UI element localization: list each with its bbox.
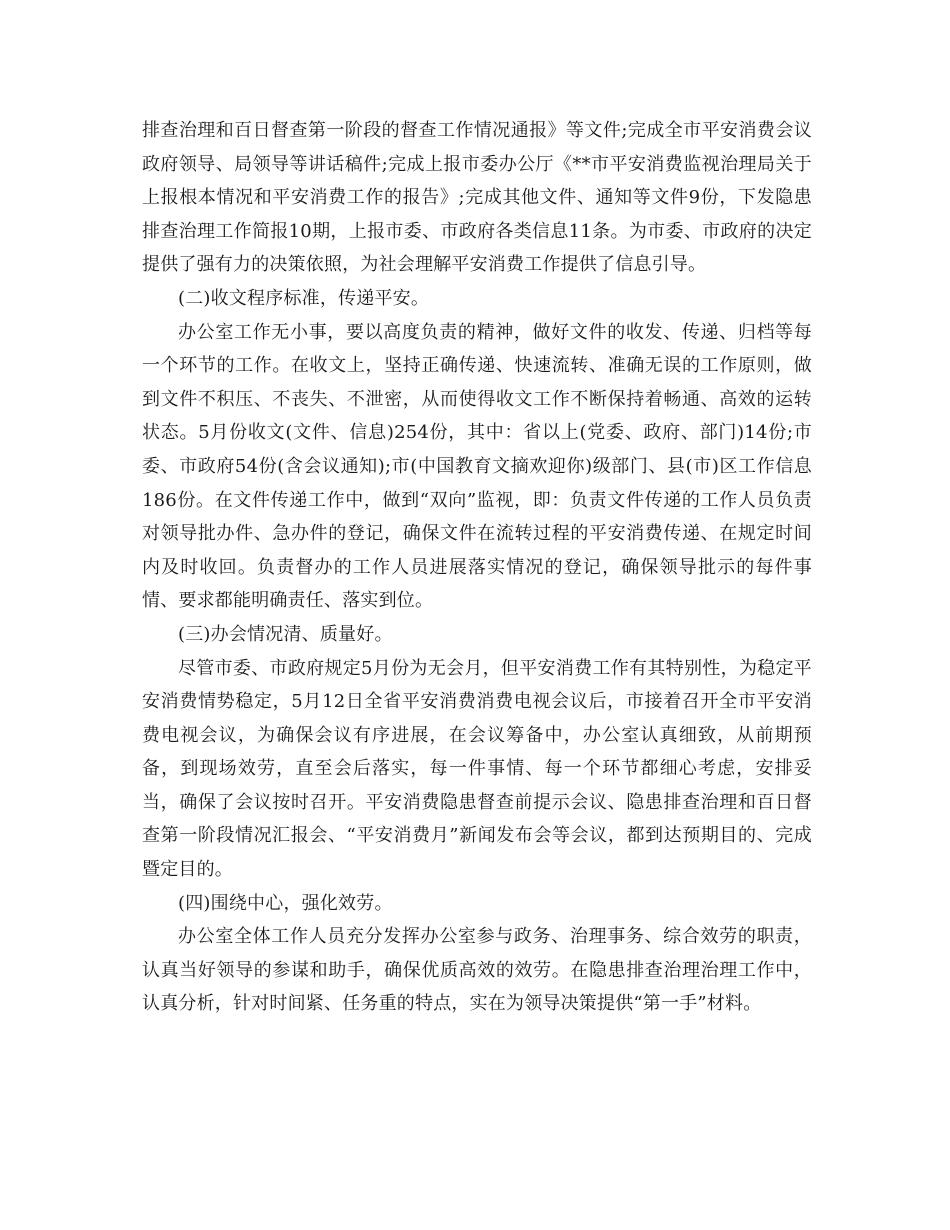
document-page (142, 114, 812, 1021)
paragraph-body-3: 尽管市委、市政府规定5月份为无会月，但平安消费工作有其特别性，为稳定平安消费情势稳定，5月12日全省平安消费消费电视会议后，市接着召开全市平安消费电视会议，为确保会议有序进展，在会议筹备中，办公室认真细致，从前期预备，到现场效劳，直至会后落实，每一件事情、每一个环节都细心考虑，安排妥当，确保了会议按时召开。平安消费隐患督查前提示会议、隐患排查治理和百日督查第一阶段情况汇报会、“平安消费月”新闻发布会等会议，都到达预期目的、完成暨定目的。 (142, 657, 812, 881)
paragraph-body-1: 排查治理和百日督查第一阶段的督查工作情况通报》等文件;完成全市平安消费会议政府领导、局领导等讲话稿件;完成上报市委办公厅《**市平安消费监视治理局关于上报根本情况和平安消费工作的报告》;完成其他文件、通知等文件9份，下发隐患排查治理工作简报10期，上报市委、市政府各类信息11条。为市委、市政府的决定提供了强有力的决策依照，为社会理解平安消费工作提供了信息引导。 (142, 120, 812, 276)
paragraph-body-4: 办公室全体工作人员充分发挥办公室参与政务、治理事务、综合效劳的职责，认真当好领导的参谋和助手，确保优质高效的效劳。在隐患排查治理治理工作中，认真分析，针对时间紧、任务重的特点，实在为领导决策提供“第一手”材料。 (142, 926, 812, 1015)
section-heading-2: (二)收文程序标准，传递平安。 (178, 287, 430, 309)
section-heading-3: (三)办会情况清、质量好。 (178, 623, 393, 645)
paragraph-body-2: 办公室工作无小事，要以高度负责的精神，做好文件的收发、传递、归档等每一个环节的工作。在收文上，坚持正确传递、快速流转、准确无误的工作原则，做到文件不积压、不丧失、不泄密，从而使得收文工作不断保持着畅通、高效的运转状态。5月份收文(文件、信息)254份，其中：省以上(党委、政府、部门)14份;市委、市政府54份(含会议通知);市(中国教育文摘欢迎你)级部门、县(市)区工作信息186份。在文件传递工作中，做到“双向”监视，即：负责文件传递的工作人员负责对领导批办件、急办件的登记，确保文件在流转过程的平安消费传递、在规定时间内及时收回。负责督办的工作人员进展落实情况的登记，确保领导批示的每件事情、要求都能明确责任、落实到位。 (142, 321, 812, 612)
section-heading-4: (四)围绕中心，强化效劳。 (178, 892, 393, 914)
